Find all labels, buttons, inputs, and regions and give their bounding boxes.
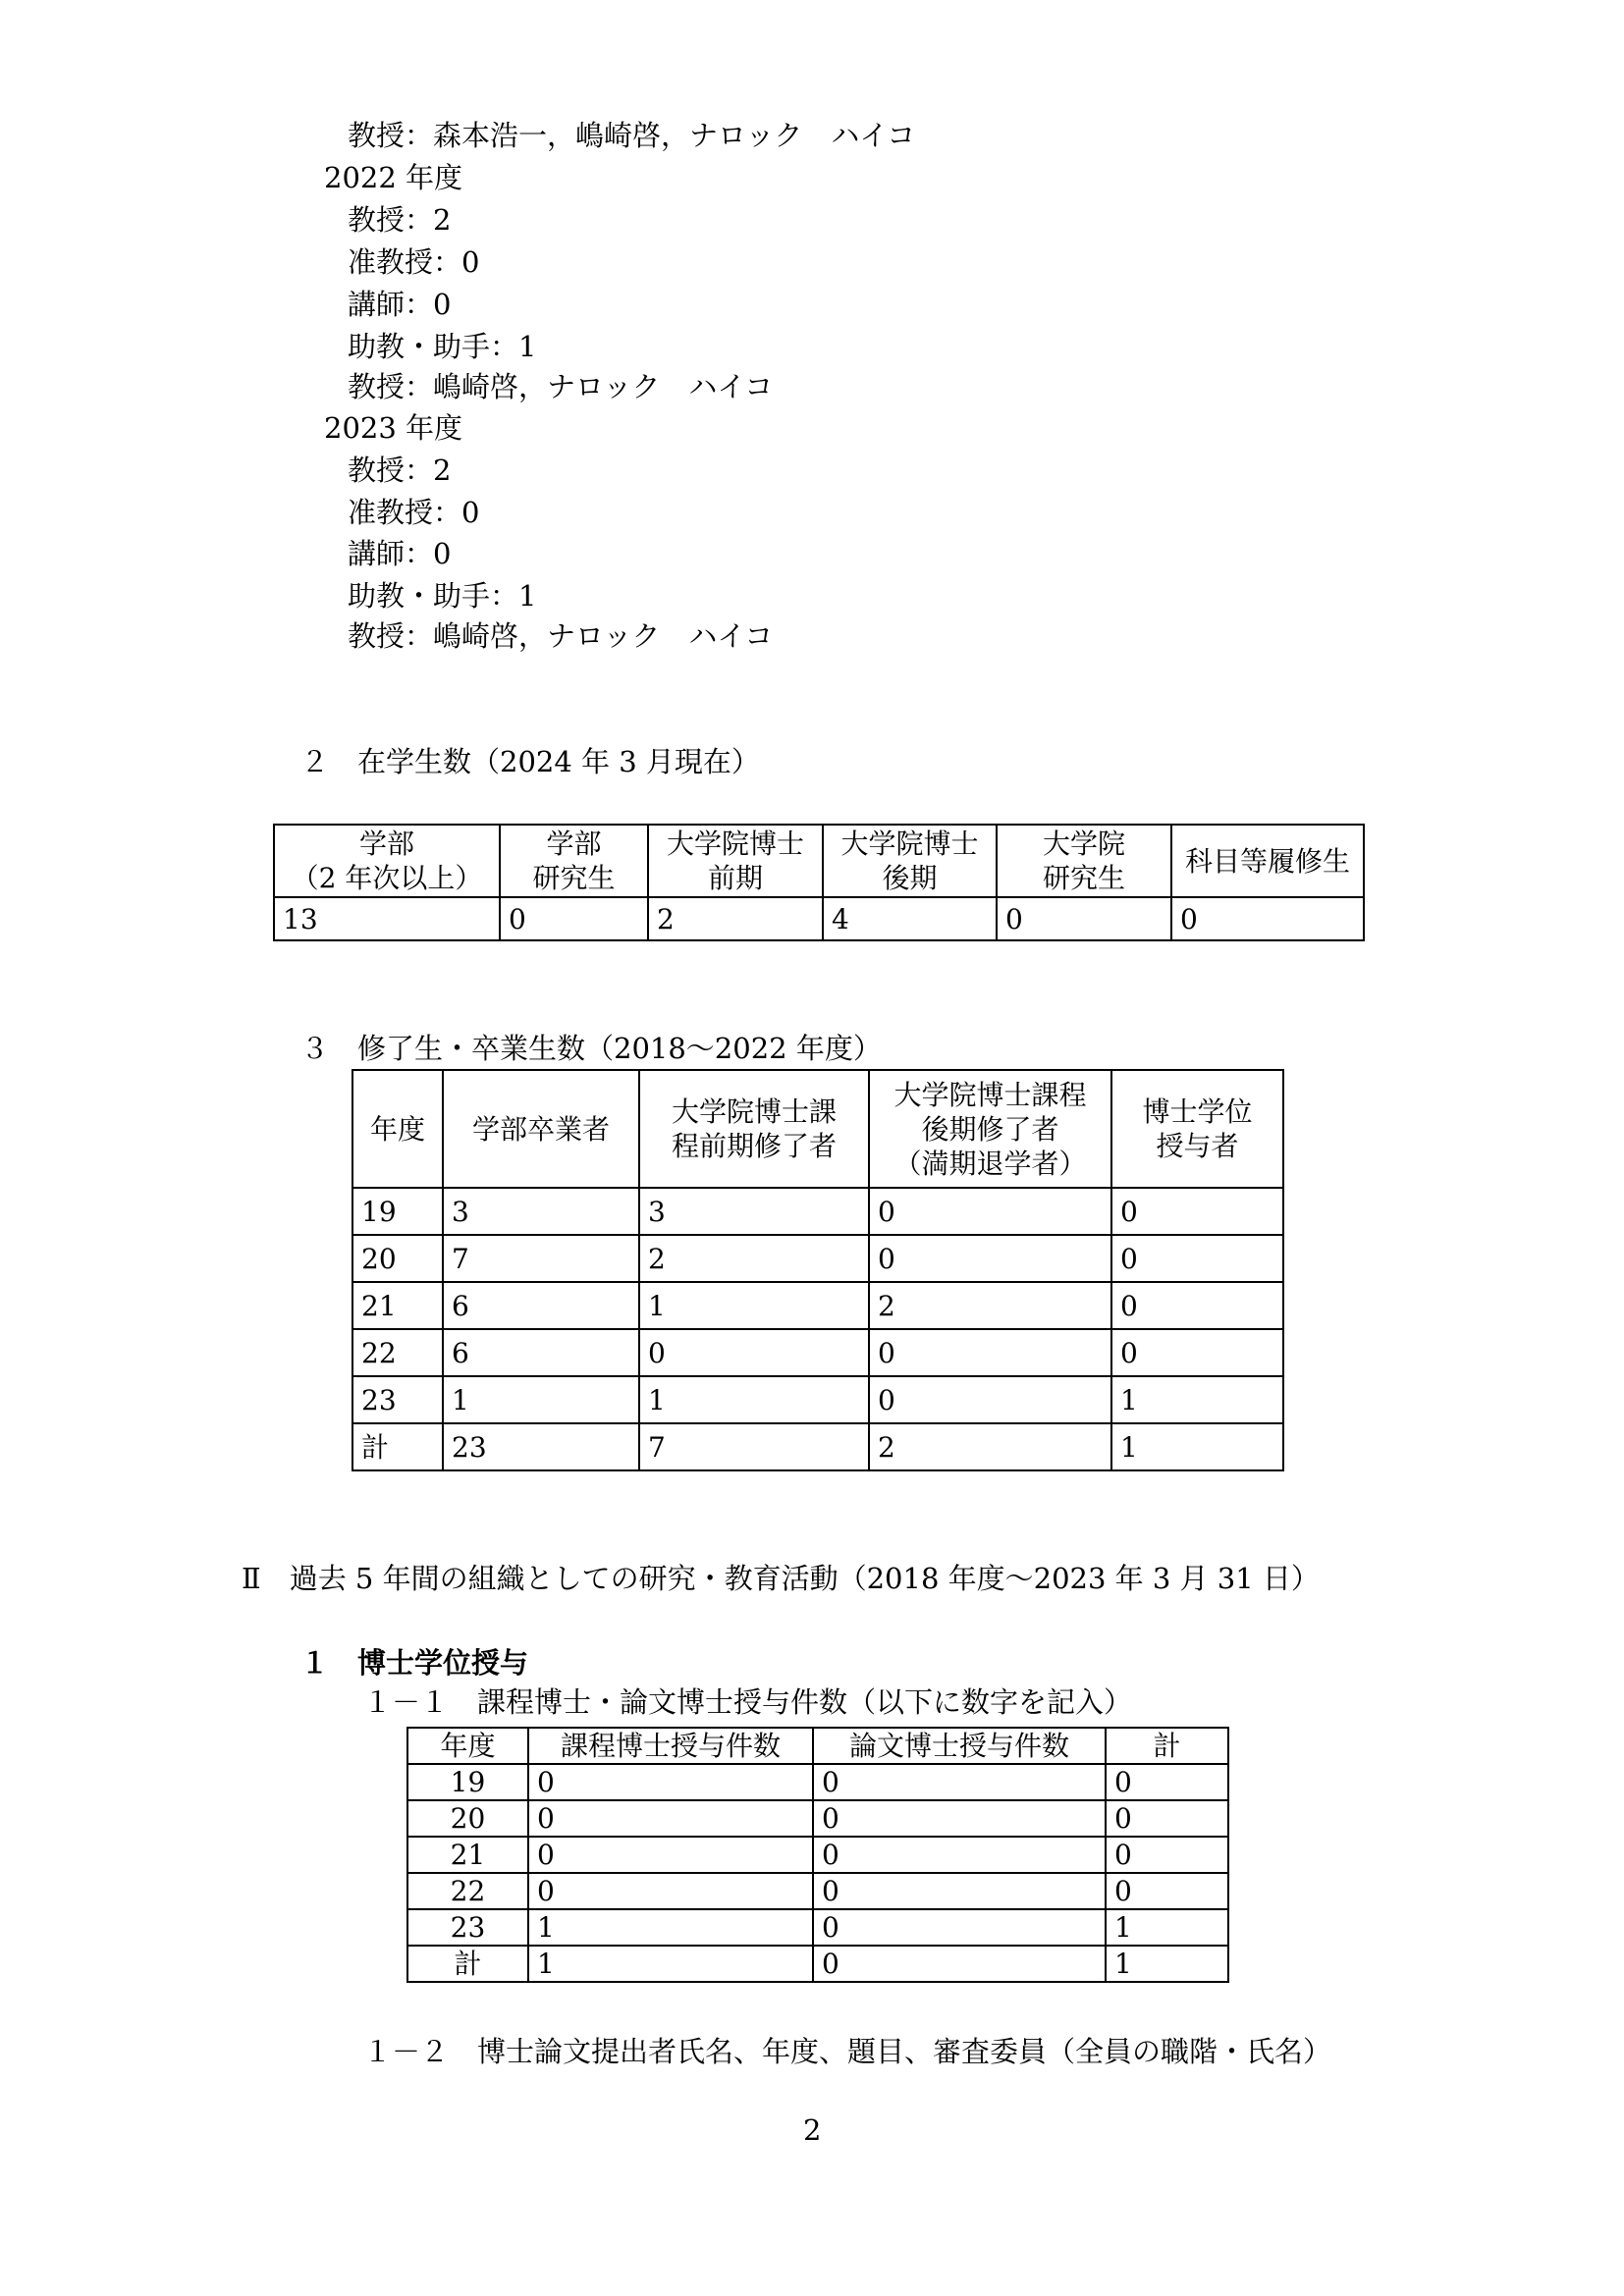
- table-cell: 7: [639, 1423, 869, 1470]
- table-cell: 1: [528, 1946, 813, 1982]
- table-header-cell: 科目等履修生: [1171, 825, 1364, 897]
- y2022-names: 教授：嶋崎啓，ナロック ハイコ: [348, 370, 774, 403]
- faculty-names-prev: 教授：森本浩一，嶋崎啓，ナロック ハイコ: [348, 119, 916, 152]
- table-cell: 2: [639, 1235, 869, 1282]
- section-2-heading: ２ 在学生数（2024 年 3 月現在）: [300, 745, 760, 778]
- table-row: [352, 1376, 1283, 1423]
- table-header-cell: 学部 研究生: [500, 825, 648, 897]
- table-cell: 1: [443, 1376, 639, 1423]
- table-header-cell: 学部卒業者: [443, 1070, 639, 1188]
- table-header-row: [407, 1728, 1228, 1764]
- section-3-heading: ３ 修了生・卒業生数（2018～2022 年度）: [300, 1032, 882, 1065]
- year-2022-label: 2022 年度: [324, 161, 463, 194]
- table-row: [352, 1188, 1283, 1235]
- y2023-assistants: 助教・助手：1: [348, 579, 537, 613]
- table-cell: 0: [997, 897, 1171, 940]
- table-cell: 0: [1106, 1764, 1228, 1800]
- table-cell: 0: [869, 1235, 1111, 1282]
- table-cell: 2: [869, 1423, 1111, 1470]
- table-row: [407, 1837, 1228, 1873]
- table-header-cell: 学部 （2 年次以上）: [274, 825, 500, 897]
- table-header-cell: 大学院博士課 程前期修了者: [639, 1070, 869, 1188]
- table-cell: 0: [813, 1909, 1106, 1946]
- table-cell: 1: [1111, 1423, 1283, 1470]
- table-cell: 計: [407, 1946, 528, 1982]
- table-header-cell: 論文博士授与件数: [813, 1728, 1106, 1764]
- y2023-names: 教授：嶋崎啓，ナロック ハイコ: [348, 619, 774, 653]
- table-cell: 1: [528, 1909, 813, 1946]
- table-cell: 3: [639, 1188, 869, 1235]
- table-cell: 1: [1106, 1946, 1228, 1982]
- y2022-assistants: 助教・助手：1: [348, 330, 537, 363]
- y2023-professors: 教授：2: [348, 454, 452, 487]
- table-cell: 0: [1106, 1873, 1228, 1909]
- table-row: [352, 1282, 1283, 1329]
- table-row: [407, 1873, 1228, 1909]
- table-cell: 0: [528, 1764, 813, 1800]
- table-cell: 0: [813, 1800, 1106, 1837]
- table-header-cell: 大学院 研究生: [997, 825, 1171, 897]
- table-cell: 6: [443, 1329, 639, 1376]
- table-header-row: [274, 825, 1364, 897]
- table-header-cell: 計: [1106, 1728, 1228, 1764]
- enrollment-table: [273, 824, 1365, 941]
- table-header-cell: 年度: [407, 1728, 528, 1764]
- table-cell: 0: [813, 1873, 1106, 1909]
- table-cell: 0: [1171, 897, 1364, 940]
- graduates-table: [352, 1069, 1284, 1471]
- table-cell: 3: [443, 1188, 639, 1235]
- table-cell: 0: [500, 897, 648, 940]
- table-cell: 23: [407, 1909, 528, 1946]
- y2022-assoc-professors: 准教授：0: [348, 245, 480, 279]
- table-cell: 0: [1106, 1837, 1228, 1873]
- table-cell: 23: [443, 1423, 639, 1470]
- table-cell: 2: [869, 1282, 1111, 1329]
- subsection-1-1-heading: １－１ 課程博士・論文博士授与件数（以下に数字を記入）: [363, 1685, 1133, 1719]
- table-cell: 0: [1111, 1235, 1283, 1282]
- table-cell: 1: [1106, 1909, 1228, 1946]
- table-cell: 1: [639, 1376, 869, 1423]
- y2022-professors: 教授：2: [348, 203, 452, 237]
- table-cell: 0: [813, 1946, 1106, 1982]
- table-cell: 0: [1111, 1329, 1283, 1376]
- year-2023-label: 2023 年度: [324, 411, 463, 445]
- table-header-cell: 大学院博士 後期: [823, 825, 997, 897]
- table-header-cell: 博士学位 授与者: [1111, 1070, 1283, 1188]
- subsection-1-2-heading: １－２ 博士論文提出者氏名、年度、題目、審査委員（全員の職階・氏名）: [363, 2035, 1332, 2068]
- table-cell: 1: [1111, 1376, 1283, 1423]
- table-cell: 0: [528, 1837, 813, 1873]
- table-cell: 20: [407, 1800, 528, 1837]
- table-cell: 1: [639, 1282, 869, 1329]
- table-cell: 0: [1111, 1188, 1283, 1235]
- table-cell: 0: [639, 1329, 869, 1376]
- table-cell: 0: [528, 1873, 813, 1909]
- table-cell: 0: [1106, 1800, 1228, 1837]
- table-cell: 0: [813, 1837, 1106, 1873]
- table-cell: 2: [648, 897, 823, 940]
- table-cell: 19: [352, 1188, 443, 1235]
- page-number: 2: [803, 2113, 822, 2147]
- table-cell: 22: [407, 1873, 528, 1909]
- table-cell: 23: [352, 1376, 443, 1423]
- table-cell: 4: [823, 897, 997, 940]
- y2022-lecturers: 講師：0: [348, 288, 452, 321]
- table-header-cell: 年度: [352, 1070, 443, 1188]
- table-header-row: [352, 1070, 1283, 1188]
- part-2-heading: Ⅱ 過去 5 年間の組織としての研究・教育活動（2018 年度～2023 年 3 月 31 日）: [242, 1562, 1320, 1595]
- table-cell: 21: [407, 1837, 528, 1873]
- y2023-lecturers: 講師：0: [348, 537, 452, 570]
- table-cell: 13: [274, 897, 500, 940]
- table-cell: 0: [1111, 1282, 1283, 1329]
- table-cell: 6: [443, 1282, 639, 1329]
- table-cell: 0: [869, 1329, 1111, 1376]
- table-row: [407, 1946, 1228, 1982]
- table-row: [407, 1800, 1228, 1837]
- table-row: [352, 1423, 1283, 1470]
- y2023-assoc-professors: 准教授：0: [348, 496, 480, 529]
- table-cell: 21: [352, 1282, 443, 1329]
- table-cell: 0: [528, 1800, 813, 1837]
- table-header-cell: 大学院博士 前期: [648, 825, 823, 897]
- table-cell: 22: [352, 1329, 443, 1376]
- table-cell: 0: [813, 1764, 1106, 1800]
- table-cell: 0: [869, 1188, 1111, 1235]
- table-header-cell: 大学院博士課程 後期修了者 （満期退学者）: [869, 1070, 1111, 1188]
- doctorate-table: [406, 1727, 1229, 1983]
- table-cell: 計: [352, 1423, 443, 1470]
- table-row: [352, 1329, 1283, 1376]
- table-row: [407, 1909, 1228, 1946]
- table-cell: 0: [869, 1376, 1111, 1423]
- table-cell: 20: [352, 1235, 443, 1282]
- table-cell: 7: [443, 1235, 639, 1282]
- table-row: [274, 897, 1364, 940]
- table-row: [407, 1764, 1228, 1800]
- table-header-cell: 課程博士授与件数: [528, 1728, 813, 1764]
- table-cell: 19: [407, 1764, 528, 1800]
- table-row: [352, 1235, 1283, 1282]
- subsection-1-heading: １ 博士学位授与: [300, 1646, 529, 1680]
